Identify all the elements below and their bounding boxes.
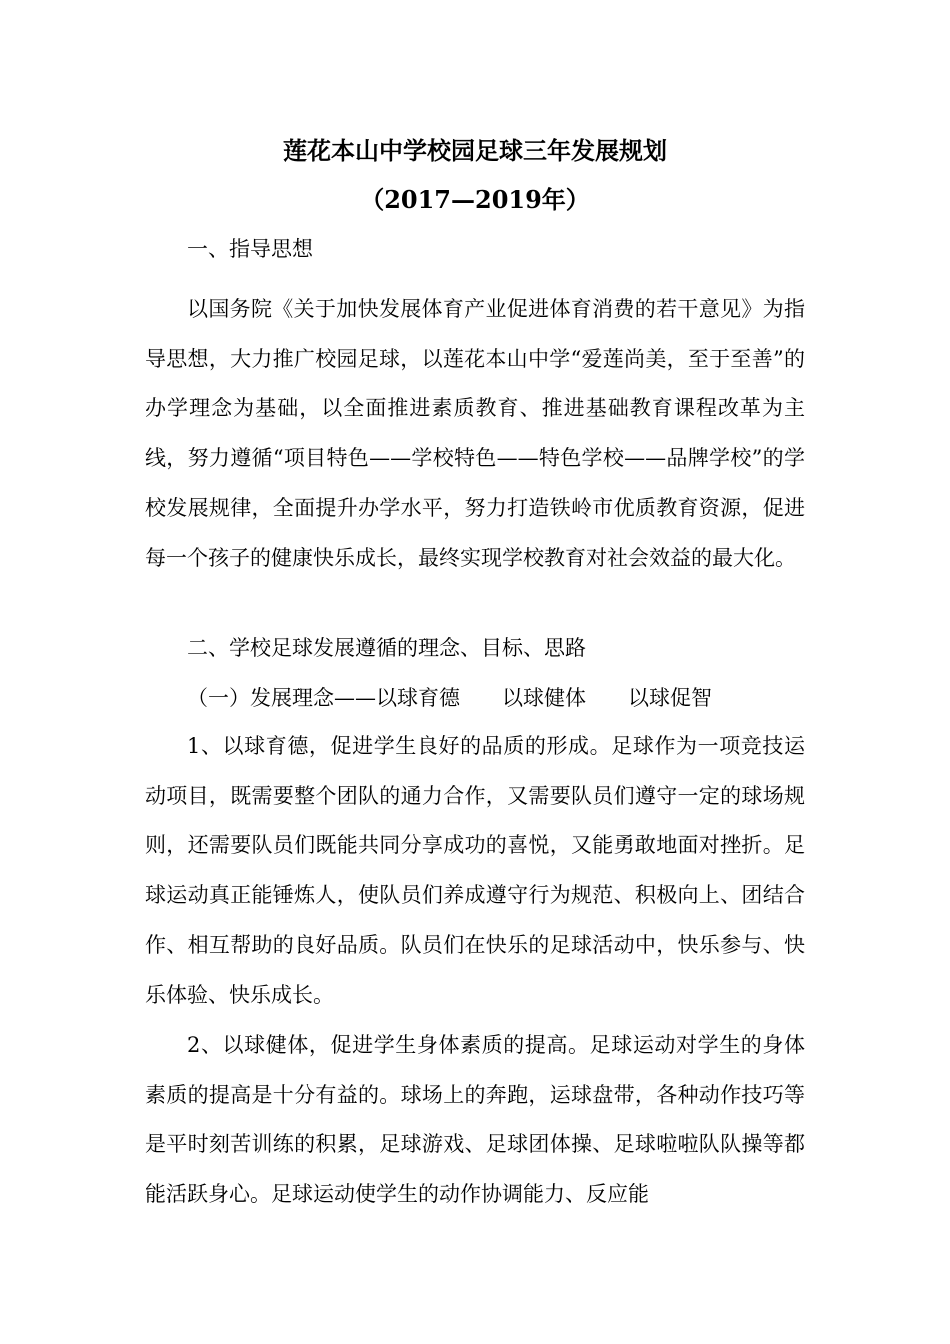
paragraph-guiding-ideology: 以国务院《关于加快发展体育产业促进体育消费的若干意见》为指导思想，大力推广校园足球，以莲花本山中学“爱莲尚美，至于至善”的办学理念为基础，以全面推进素质教育、推进基础教育课程改革为主线，努力遵循“项目特色——学校特色——特色学校——品牌学校”的学校发展规律，全面提升办学水平，努力打造铁岭市优质教育资源，促进每一个孩子的健康快乐成长，最终实现学校教育对社会效益的最大化。	[145, 297, 805, 570]
paragraph-item-2: 2、以球健体，促进学生身体素质的提高。足球运动对学生的身体素质的提高是十分有益的。球场上的奔跑，运球盘带，各种动作技巧等是平时刻苦训练的积累，足球游戏、足球团体操、足球啦啦队队操等都能活跃身心。足球运动使学生的动作协调能力、反应能	[145, 1033, 805, 1207]
section-heading-football-development: 二、学校足球发展遵循的理念、目标、思路	[187, 636, 586, 660]
paragraph-item-1: 1、以球育德，促进学生良好的品质的形成。足球作为一项竞技运动项目，既需要整个团队的通力合作，又需要队员们遵守一定的球场规则，还需要队员们既能共同分享成功的喜悦，又能勇敢地面对挫折。足球运动真正能锤炼人，使队员们养成遵守行为规范、积极向上、团结合作、相互帮助的良好品质。队员们在快乐的足球活动中，快乐参与、快乐体验、快乐成长。	[145, 734, 805, 1007]
document-title: 莲花本山中学校园足球三年发展规划	[283, 136, 667, 165]
section-heading-guiding-ideology: 一、指导思想	[187, 237, 313, 261]
subsection-heading-development-philosophy: （一）发展理念——以球育德 以球健体 以球促智	[187, 686, 712, 710]
document-subtitle: （2017—2019年）	[360, 185, 590, 214]
